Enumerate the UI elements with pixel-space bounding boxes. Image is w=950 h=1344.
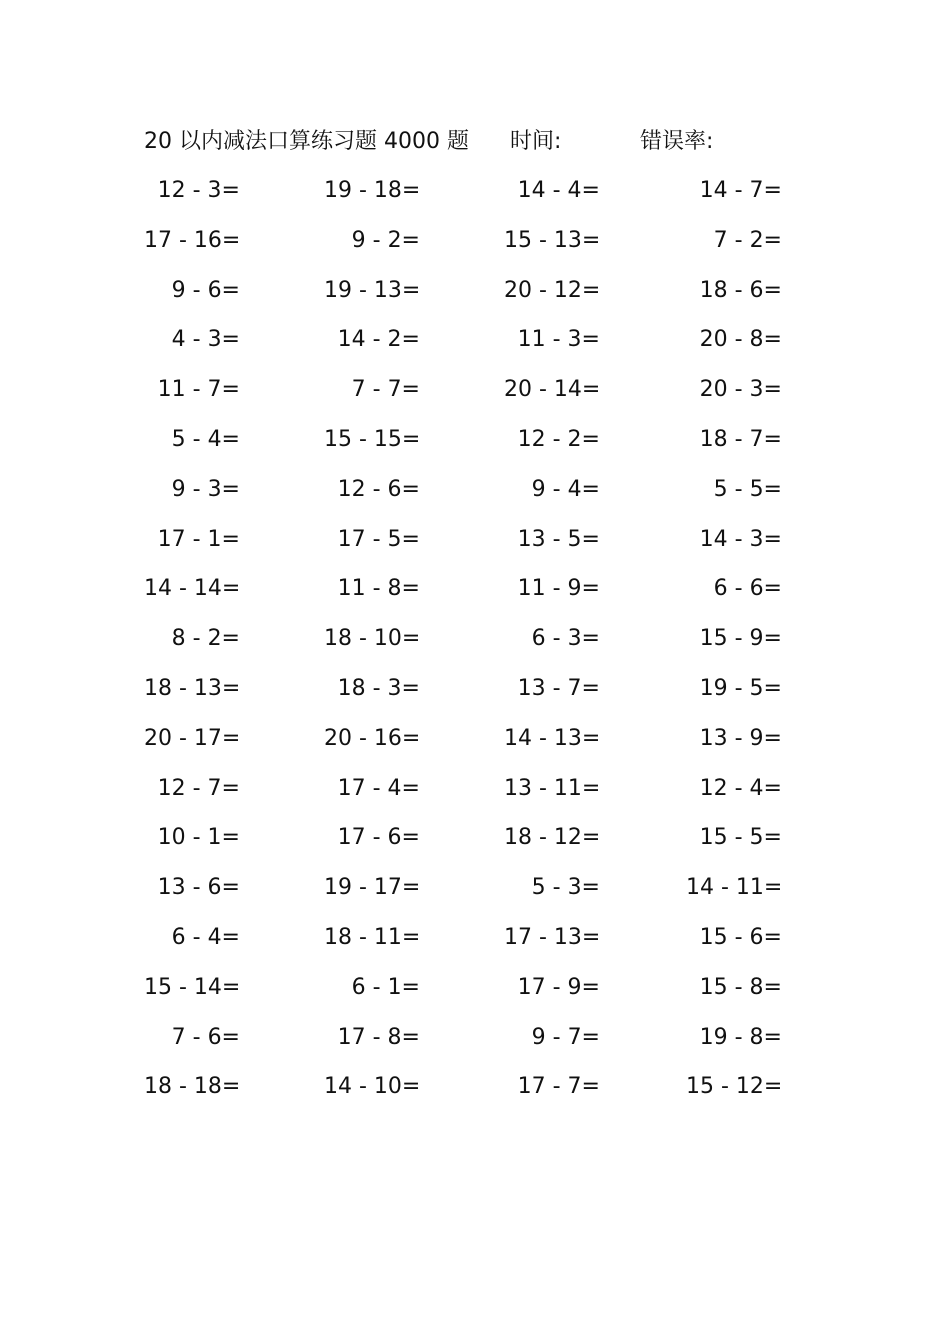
problem-item: 14 - 4=: [517, 178, 600, 203]
problem-item: 12 - 2=: [517, 426, 600, 452]
problem-item: 17 - 7=: [517, 1074, 600, 1100]
problem-item: 14 - 7=: [699, 178, 782, 203]
problem-grid: [144, 175, 804, 1121]
problem-item: 17 - 13=: [504, 924, 601, 950]
problem-item: 15 - 14=: [144, 974, 241, 1000]
problem-item: 17 - 5=: [337, 526, 420, 552]
problem-item: 18 - 11=: [324, 924, 421, 950]
problem-row: [144, 1022, 804, 1072]
problem-item: 9 - 2=: [351, 227, 420, 253]
problem-item: 19 - 17=: [324, 875, 421, 901]
problem-item: 19 - 5=: [699, 675, 782, 701]
problem-item: 13 - 9=: [699, 725, 782, 751]
problem-item: 10 - 1=: [157, 825, 240, 851]
problem-item: 11 - 9=: [517, 576, 600, 602]
problem-row: [144, 524, 804, 574]
problem-item: 17 - 9=: [517, 974, 600, 1000]
problem-row: [144, 1071, 804, 1121]
problem-row: [144, 872, 804, 922]
problem-item: 19 - 13=: [324, 277, 421, 303]
problem-item: 5 - 4=: [171, 426, 240, 452]
time-label: 时间:: [510, 129, 562, 154]
problem-item: 14 - 2=: [337, 327, 420, 353]
problem-item: 13 - 7=: [517, 675, 600, 701]
problem-item: 19 - 8=: [699, 1024, 782, 1050]
problem-item: 14 - 10=: [324, 1074, 421, 1100]
problem-item: 20 - 8=: [699, 327, 782, 353]
problem-row: [144, 374, 804, 424]
problem-item: 18 - 18=: [144, 1074, 241, 1100]
problem-item: 20 - 16=: [324, 725, 421, 751]
problem-item: 12 - 3=: [157, 178, 240, 203]
problem-item: 20 - 12=: [504, 277, 601, 303]
problem-item: 18 - 7=: [699, 426, 782, 452]
problem-item: 18 - 12=: [504, 825, 601, 851]
problem-item: 15 - 15=: [324, 426, 421, 452]
problem-row: [144, 922, 804, 972]
problem-item: 17 - 6=: [337, 825, 420, 851]
problem-item: 14 - 14=: [144, 576, 241, 602]
problem-item: 14 - 13=: [504, 725, 601, 751]
problem-item: 13 - 11=: [504, 775, 601, 801]
problem-item: 19 - 18=: [324, 178, 421, 203]
problem-row: [144, 773, 804, 823]
problem-item: 9 - 4=: [531, 476, 600, 502]
problem-row: [144, 822, 804, 872]
problem-item: 12 - 6=: [337, 476, 420, 502]
problem-item: 5 - 3=: [531, 875, 600, 901]
problem-item: 6 - 3=: [531, 626, 600, 652]
problem-item: 18 - 3=: [337, 675, 420, 701]
problem-item: 8 - 2=: [171, 626, 240, 652]
problem-item: 18 - 13=: [144, 675, 241, 701]
problem-row: [144, 275, 804, 325]
problem-item: 18 - 10=: [324, 626, 421, 652]
problem-item: 20 - 14=: [504, 377, 601, 403]
problem-item: 6 - 1=: [351, 974, 420, 1000]
problem-item: 7 - 6=: [171, 1024, 240, 1050]
problem-row: [144, 573, 804, 623]
problem-item: 15 - 8=: [699, 974, 782, 1000]
problem-row: [144, 723, 804, 773]
problem-row: [144, 225, 804, 275]
problem-item: 13 - 5=: [517, 526, 600, 552]
problem-item: 18 - 6=: [699, 277, 782, 303]
error-rate-label: 错误率:: [640, 129, 714, 154]
problem-item: 9 - 3=: [171, 476, 240, 502]
problem-item: 17 - 1=: [157, 526, 240, 552]
worksheet-header: [144, 126, 844, 158]
problem-item: 11 - 8=: [337, 576, 420, 602]
problem-item: 5 - 5=: [713, 476, 782, 502]
problem-item: 12 - 7=: [157, 775, 240, 801]
problem-row: [144, 673, 804, 723]
problem-item: 4 - 3=: [171, 327, 240, 353]
problem-row: [144, 324, 804, 374]
problem-item: 14 - 3=: [699, 526, 782, 552]
problem-item: 17 - 8=: [337, 1024, 420, 1050]
problem-item: 11 - 3=: [517, 327, 600, 353]
problem-row: [144, 175, 804, 225]
problem-item: 15 - 12=: [686, 1074, 783, 1100]
problem-item: 20 - 3=: [699, 377, 782, 403]
problem-item: 17 - 4=: [337, 775, 420, 801]
problem-item: 6 - 4=: [171, 924, 240, 950]
problem-item: 17 - 16=: [144, 227, 241, 253]
problem-item: 20 - 17=: [144, 725, 241, 751]
problem-item: 7 - 7=: [351, 377, 420, 403]
problem-item: 15 - 6=: [699, 924, 782, 950]
problem-row: [144, 424, 804, 474]
problem-item: 6 - 6=: [713, 576, 782, 602]
problem-item: 7 - 2=: [713, 227, 782, 253]
problem-item: 15 - 13=: [504, 227, 601, 253]
problem-row: [144, 474, 804, 524]
problem-item: 13 - 6=: [157, 875, 240, 901]
worksheet-title: 20 以内减法口算练习题 4000 题: [144, 129, 469, 154]
problem-item: 9 - 6=: [171, 277, 240, 303]
problem-item: 11 - 7=: [157, 377, 240, 403]
problem-row: [144, 972, 804, 1022]
problem-item: 14 - 11=: [686, 875, 783, 901]
problem-item: 9 - 7=: [531, 1024, 600, 1050]
problem-item: 15 - 9=: [699, 626, 782, 652]
problem-item: 12 - 4=: [699, 775, 782, 801]
problem-item: 15 - 5=: [699, 825, 782, 851]
problem-row: [144, 623, 804, 673]
